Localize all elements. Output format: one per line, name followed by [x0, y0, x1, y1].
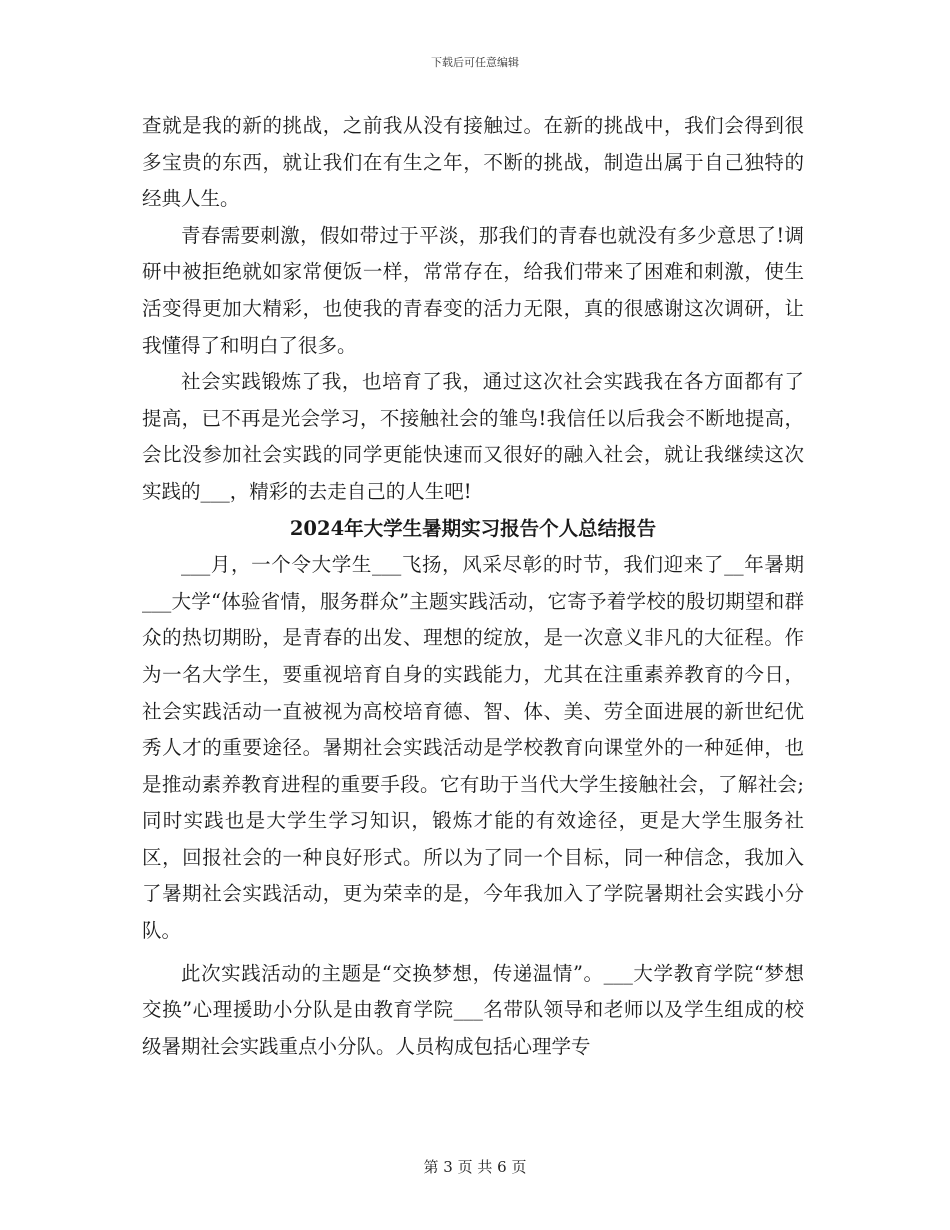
paragraph: 此次实践活动的主题是“交换梦想，传递温情”。___大学教育学院“梦想交换”心理援助小分队是由教育学院___名带队领导和老师以及学生组成的校级暑期社会实践重点小分队。人员构成包括心理学专: [142, 961, 804, 1058]
page-footer: 第 3 页 共 6 页: [423, 1158, 527, 1176]
page-header: 下载后可任意编辑: [431, 56, 519, 69]
paragraph: 社会实践锻炼了我，也培育了我，通过这次社会实践我在各方面都有了提高，已不再是光会学习，不接触社会的雏鸟!我信任以后我会不断地提高，会比没参加社会实践的同学更能快速而又很好的融入社会，就让我继续这次实践的___，精彩的去走自己的人生吧!: [142, 370, 804, 503]
paragraph: 查就是我的新的挑战，之前我从没有接触过。在新的挑战中，我们会得到很多宝贵的东西，就让我们在有生之年，不断的挑战，制造出属于自己独特的经典人生。: [142, 114, 804, 211]
document-body: [142, 108, 804, 1065]
section-title: 2024年大学生暑期实习报告个人总结报告: [289, 516, 657, 540]
paragraph: 青春需要刺激，假如带过于平淡，那我们的青春也就没有多少意思了!调研中被拒绝就如家常便饭一样，常常存在，给我们带来了困难和刺激，使生活变得更加大精彩，也使我的青春变的活力无限，真的很感谢这次调研，让我懂得了和明白了很多。: [142, 223, 804, 357]
paragraph: ___月，一个令大学生___飞扬，风采尽彰的时节，我们迎来了__年暑期___大学“体验省情，服务群众”主题实践活动，它寄予着学校的殷切期望和群众的热切期盼，是青春的出发、理想的绽放，是一次意义非凡的大征程。作为一名大学生，要重视培育自身的实践能力，尤其在注重素养教育的今日，社会实践活动一直被视为高校培育德、智、体、美、劳全面进展的新世纪优秀人才的重要途径。暑期社会实践活动是学校教育向课堂外的一种延伸，也是推动素养教育进程的重要手段。它有助于当代大学生接触社会，了解社会;同时实践也是大学生学习知识，锻炼才能的有效途径，更是大学生服务社区，回报社会的一种良好形式。所以为了同一个目标，同一种信念，我加入了暑期社会实践活动，更为荣幸的是，今年我加入了学院暑期社会实践小分队。: [142, 553, 804, 943]
